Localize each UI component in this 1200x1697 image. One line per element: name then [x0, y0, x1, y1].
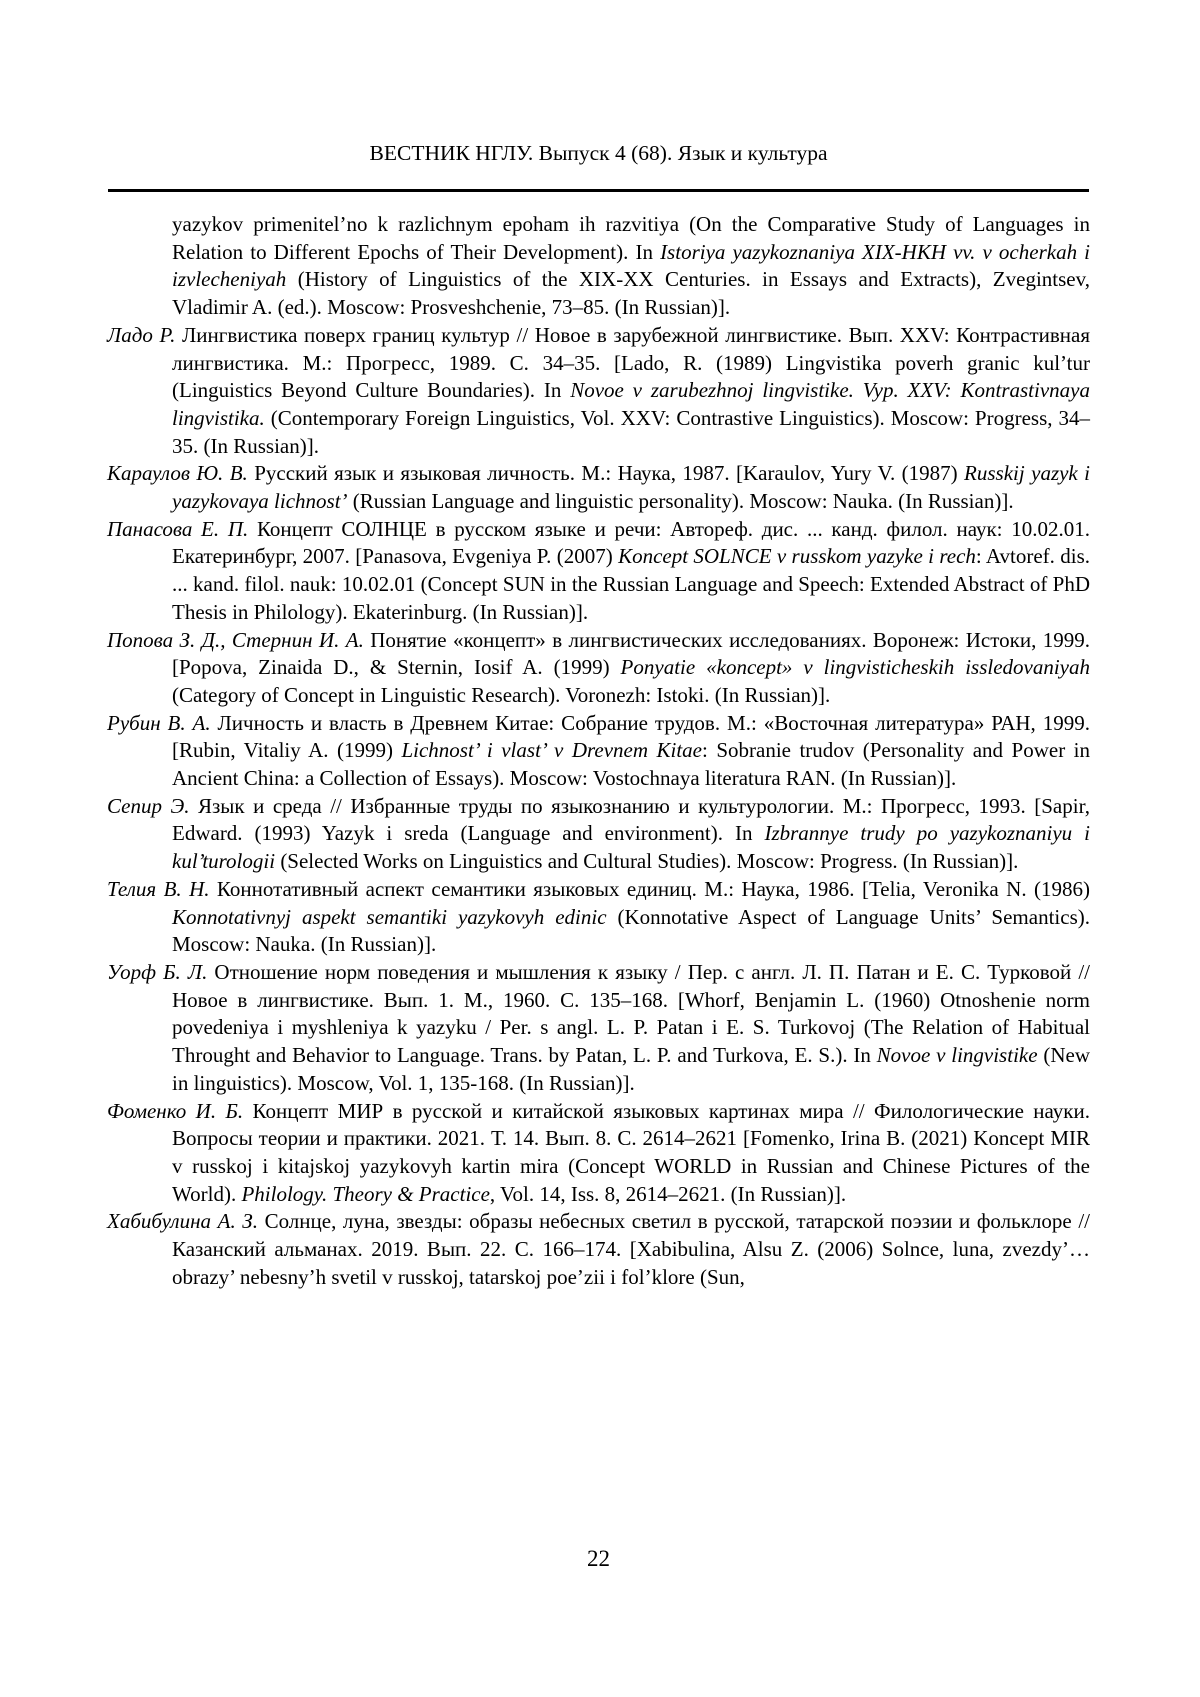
- reference-segment: (Selected Works on Linguistics and Cultural Studies). Moscow: Progress. (In Russian)].: [275, 849, 1019, 874]
- reference-segment: : Avtoref. dis. ... kand. filol. nauk: 10.02.01 (Concept SUN in the Russian Language and Speech: Extended Abstract of PhD Thesis in Philology). Ekaterinburg. (In Russian)].: [172, 544, 1090, 624]
- reference-entry: [107, 627, 1090, 710]
- reference-segment: , Vol. 14, Iss. 8, 2614–2621. (In Russian)].: [489, 1181, 847, 1206]
- reference-segment-italic: Уорф Б. Л.: [107, 959, 208, 984]
- reference-entry: [107, 516, 1090, 627]
- reference-entry: [107, 876, 1090, 959]
- reference-entry: [107, 1208, 1090, 1291]
- reference-entry: [107, 1098, 1090, 1209]
- reference-segment: Коннотативный аспект семантики языковых единиц. М.: Наука, 1986. [Telia, Veronika N. (1986): [209, 876, 1090, 901]
- reference-segment: Личность и власть в Древнем Китае: Собрание трудов. М.: «Восточная литература» РАН, 1999. [Rubin, Vitaliy A. (1999): [172, 710, 1090, 763]
- running-head: ВЕСТНИК НГЛУ. Выпуск 4 (68). Язык и культура: [369, 141, 828, 165]
- reference-segment: (Konnotative Aspect of Language Units’ Semantics). Moscow: Nauka. (In Russian)].: [172, 904, 1090, 957]
- header-rule: [108, 189, 1089, 192]
- reference-segment-italic: Панасова Е. П.: [107, 516, 249, 541]
- reference-segment-italic: Istoriya yazykoznaniya XIX-HKH vv. v ocherkah i izvlecheniyah: [172, 239, 1090, 292]
- reference-segment-italic: Novoe v lingvistike: [876, 1043, 1038, 1068]
- reference-segment: (New in linguistics). Moscow, Vol. 1, 135-168. (In Russian)].: [172, 1043, 1090, 1095]
- reference-entry: [107, 460, 1090, 515]
- reference-segment-italic: Ponyatie «koncept» v lingvisticheskih issledovaniyah: [620, 655, 1091, 680]
- reference-segment: (Category of Concept in Linguistic Research). Voronezh: Istoki. (In Russian)].: [172, 682, 831, 707]
- reference-segment-italic: Хабибулина А. З.: [107, 1209, 258, 1234]
- reference-segment: (Contemporary Foreign Linguistics, Vol. XXV: Contrastive Linguistics). Moscow: Progress, 34–35. (In Russian)].: [172, 405, 1090, 458]
- reference-segment-italic: Koncept SOLNCE v russkom yazyke i rech: [618, 544, 976, 569]
- reference-segment: (History of Linguistics of the XIX-XX Centuries. in Essays and Extracts), Zvegintsev, Vladimir A. (ed.). Moscow: Prosveshchenie, 73–85. (In Russian)].: [172, 267, 1090, 320]
- references-list: [107, 211, 1090, 1291]
- reference-segment: yazykov primenitel’no k razlichnym epoham ih razvitiya (On the Comparative Study of Languages in Relation to Different Epochs of Their Development). In: [172, 212, 1090, 264]
- reference-entry: [107, 793, 1090, 876]
- reference-segment: Отношение норм поведения и мышления к языку / Пер. с англ. Л. П. Патан и Е. С. Турковой // Новое в лингвистике. Вып. 1. М., 1960. С. 135–168. [Whorf, Benjamin L. (1960) Otnoshenie norm povedeniya i myshleniya k yazyku / Per. s angl. L. P. Patan i E. S. Turkovoj (The Relation of Habitual Throught and Behavior to Language. Trans. by Patan, L. P. and Turkova, E. S.). In: [172, 959, 1090, 1068]
- reference-segment-italic: Сепир Э.: [107, 793, 190, 818]
- reference-segment-italic: Philology. Theory & Practice: [241, 1181, 490, 1206]
- reference-segment-italic: Фоменко И. Б.: [107, 1098, 244, 1123]
- reference-segment-italic: Novoe v zarubezhnoj lingvistike. Vyp. XXV: Kontrastivnaya lingvistika.: [172, 378, 1090, 430]
- page-number: 22: [587, 1546, 610, 1571]
- reference-segment: Концепт СОЛНЦЕ в русском языке и речи: Автореф. дис. ... канд. филол. наук: 10.02.01. Екатеринбург, 2007. [Panasova, Evgeniya P. (2007): [172, 516, 1090, 569]
- reference-segment-italic: Телия В. Н.: [107, 876, 210, 901]
- reference-segment: Язык и среда // Избранные труды по языкознанию и культурологии. М.: Прогресс, 1993. [Sapir, Edward. (1993) Yazyk i sreda (Language and environment). In: [172, 793, 1090, 846]
- reference-segment-italic: Ладо Р.: [107, 322, 176, 347]
- reference-segment-italic: Рубин В. А.: [107, 710, 211, 735]
- reference-segment: Понятие «концепт» в лингвистических исследованиях. Воронеж: Истоки, 1999. [Popova, Zinaida D., & Sternin, Iosif A. (1999): [172, 627, 1090, 680]
- reference-segment-italic: Konnotativnyj aspekt semantiki yazykovyh edinic: [172, 904, 607, 929]
- reference-segment: : Sobranie trudov (Personality and Power in Ancient China: a Collection of Essays). Moscow: Vostochnaya literatura RAN. (In Russian)].: [172, 738, 1090, 791]
- reference-entry: [107, 211, 1090, 322]
- reference-segment: (Russian Language and linguistic personality). Moscow: Nauka. (In Russian)].: [347, 489, 1014, 514]
- reference-segment: Русский язык и языковая личность. М.: Наука, 1987. [Karaulov, Yury V. (1987): [247, 461, 965, 486]
- reference-segment-italic: Russkij yazyk i yazykovaya lichnost’: [172, 461, 1090, 514]
- reference-segment-italic: Попова З. Д., Стернин И. А.: [107, 627, 364, 652]
- reference-segment-italic: Izbrannye trudy po yazykoznaniyu i kul’turologii: [172, 821, 1090, 874]
- reference-segment: Лингвистика поверх границ культур // Новое в зарубежной лингвистике. Вып. XXV: Контрастивная лингвистика. М.: Прогресс, 1989. С. 34–35. [Lado, R. (1989) Lingvistika poverh granic kul’tur (Linguistics Beyond Culture Boundaries). In: [172, 322, 1090, 403]
- reference-segment: Солнце, луна, звезды: образы небесных светил в русской, татарской поэзии и фольклоре // Казанский альманах. 2019. Вып. 22. С. 166–174. [Xabibulina, Alsu Z. (2006) Solnce, luna, zvezdy’… obrazy’ nebesny’h svetil v russkoj, tatarskoj poe’zii i fol’klore (Sun,: [172, 1209, 1090, 1289]
- reference-segment: Концепт МИР в русской и китайской языковых картинах мира // Филологические науки. Вопросы теории и практики. 2021. Т. 14. Вып. 8. С. 2614–2621 [Fomenko, Irina B. (2021) Koncept MIR v russkoj i kitajskoj yazykovyh kartin mira (Concept WORLD in Russian and Chinese Pictures of the World).: [172, 1098, 1090, 1206]
- reference-entry: [107, 322, 1090, 461]
- reference-segment-italic: Караулов Ю. В.: [107, 461, 248, 486]
- reference-entry: [107, 959, 1090, 1098]
- reference-entry: [107, 710, 1090, 793]
- reference-segment-italic: Lichnost’ i vlast’ v Drevnem Kitae: [401, 738, 703, 763]
